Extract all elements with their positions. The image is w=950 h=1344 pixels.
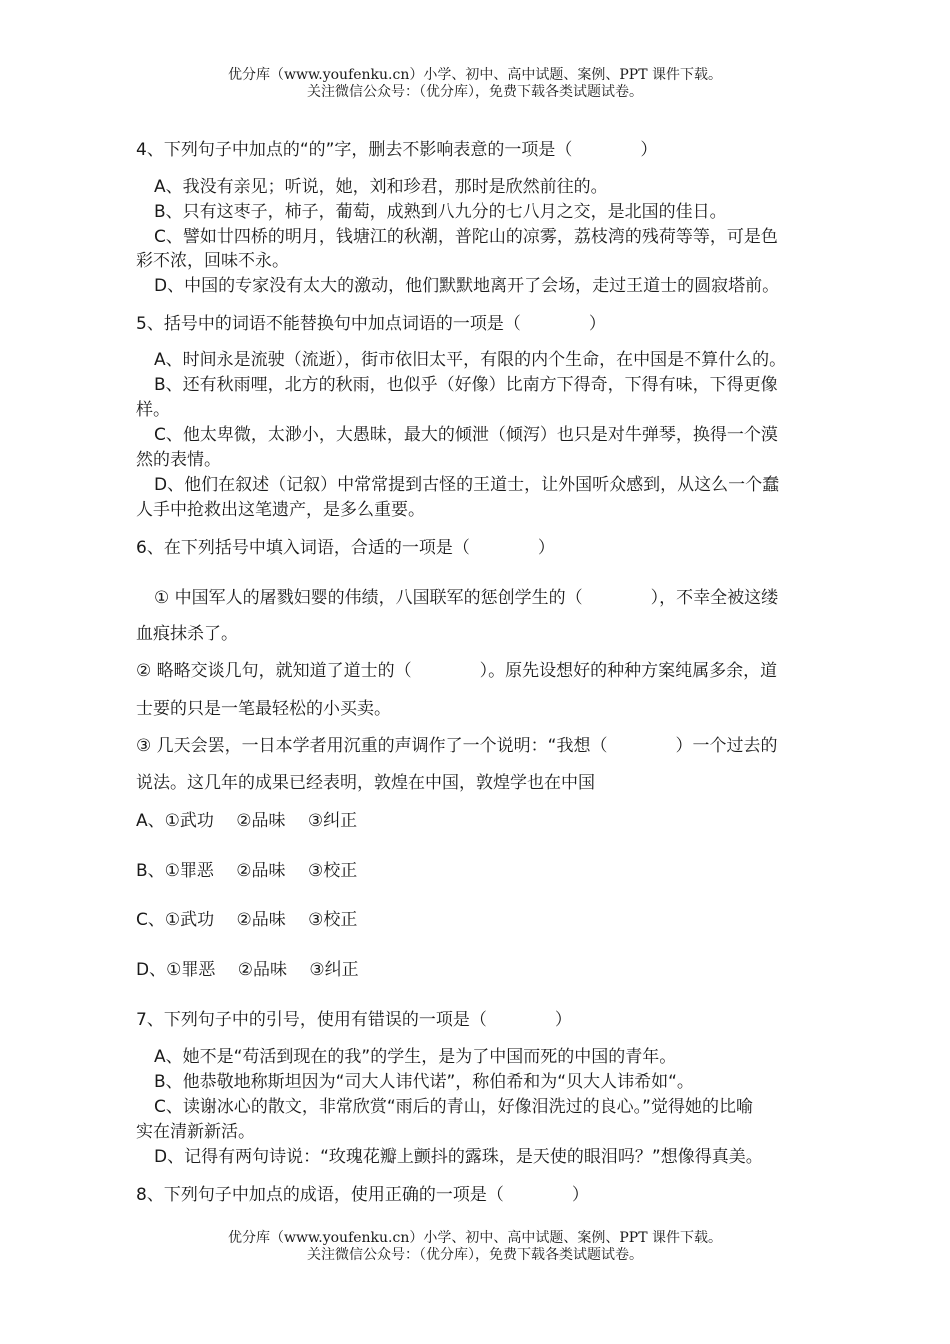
q4-stem: 4、下列句子中加点的“的”字，删去不影响表意的一项是（ ） <box>136 140 658 160</box>
q5-option-d: D、他们在叙述（记叙）中常常提到古怪的王道士，让外国听众感到，从这么一个蠢 <box>154 475 780 495</box>
q5-option-d-cont: 人手中抢救出这笔遗产，是多么重要。 <box>136 500 425 520</box>
q7-option-b: B、他恭敬地称斯坦因为“司大人讳代诺”，称伯希和为“贝大人讳希如“。 <box>154 1072 694 1092</box>
q4-option-d: D、中国的专家没有太大的激动，他们默默地离开了会场，走过王道士的圆寂塔前。 <box>154 276 780 296</box>
q7-option-d: D、记得有两句诗说：“玫瑰花瓣上颤抖的露珠，是天使的眼泪吗？”想像得真美。 <box>154 1147 763 1167</box>
q6-sentence-1: ① 中国军人的屠戮妇婴的伟绩，八国联军的惩创学生的（ ），不幸全被这缕 <box>154 588 779 608</box>
q6-stem: 6、在下列括号中填入词语，合适的一项是（ ） <box>136 538 555 558</box>
header-line-2: 关注微信公众号：（优分库），免费下载各类试题试卷。 <box>307 84 643 100</box>
q7-stem: 7、下列句子中的引号，使用有错误的一项是（ ） <box>136 1010 572 1030</box>
q7-option-c-cont: 实在清新新活。 <box>136 1122 255 1142</box>
q5-option-b-cont: 样。 <box>136 400 170 420</box>
footer-line-2: 关注微信公众号：（优分库），免费下载各类试题试卷。 <box>307 1247 643 1263</box>
q5-option-a: A、时间永是流驶（流逝），街市依旧太平，有限的内个生命，在中国是不算什么的。 <box>154 350 787 370</box>
footer-line-1: 优分库（www.youfenku.cn）小学、初中、高中试题、案例、PPT 课件下载。 <box>227 1230 722 1246</box>
q8-stem: 8、下列句子中加点的成语，使用正确的一项是（ ） <box>136 1185 589 1205</box>
q6-option-c: C、①武功 ②品味 ③校正 <box>136 910 358 930</box>
q6-option-d: D、①罪恶 ②品味 ③纠正 <box>136 960 359 980</box>
q4-option-c: C、譬如廿四桥的明月，钱塘江的秋潮，普陀山的凉雾，荔枝湾的残荷等等，可是色 <box>154 227 778 247</box>
q6-option-a: A、①武功 ②品味 ③纠正 <box>136 811 358 831</box>
header-line-1: 优分库（www.youfenku.cn）小学、初中、高中试题、案例、PPT 课件下载。 <box>227 67 722 83</box>
page-header <box>0 67 950 101</box>
q7-option-c: C、读谢冰心的散文，非常欣赏“雨后的青山，好像泪洗过的良心。”觉得她的比喻 <box>154 1097 753 1117</box>
q6-sentence-2-cont: 士要的只是一笔最轻松的小买卖。 <box>136 699 391 719</box>
q6-sentence-3: ③ 几天会罢，一日本学者用沉重的声调作了一个说明：“我想（ ）一个过去的 <box>136 736 778 756</box>
q6-sentence-3-cont: 说法。这几年的成果已经表明，敦煌在中国，敦煌学也在中国 <box>136 773 595 793</box>
q5-stem: 5、括号中的词语不能替换句中加点词语的一项是（ ） <box>136 314 606 334</box>
q5-option-c-cont: 然的表情。 <box>136 450 221 470</box>
q6-sentence-2: ② 略略交谈几句，就知道了道士的（ ）。原先设想好的种种方案纯属多余，道 <box>136 661 778 681</box>
q7-option-a: A、她不是“苟活到现在的我”的学生，是为了中国而死的中国的青年。 <box>154 1047 677 1067</box>
q5-option-c: C、他太卑微，太渺小，大愚昧，最大的倾泄（倾泻）也只是对牛弹琴，换得一个漠 <box>154 425 778 445</box>
q6-sentence-1-cont: 血痕抹杀了。 <box>136 624 238 644</box>
q4-option-b: B、只有这枣子，柿子，葡萄，成熟到八九分的七八月之交，是北国的佳日。 <box>154 202 727 222</box>
q6-option-b: B、①罪恶 ②品味 ③校正 <box>136 861 358 881</box>
q4-option-a: A、我没有亲见；听说，她，刘和珍君，那时是欣然前往的。 <box>154 177 608 197</box>
q4-option-c-cont: 彩不浓，回味不永。 <box>136 251 289 271</box>
q5-option-b: B、还有秋雨哩，北方的秋雨，也似乎（好像）比南方下得奇，下得有味，下得更像 <box>154 375 778 395</box>
page-footer <box>0 1230 950 1264</box>
